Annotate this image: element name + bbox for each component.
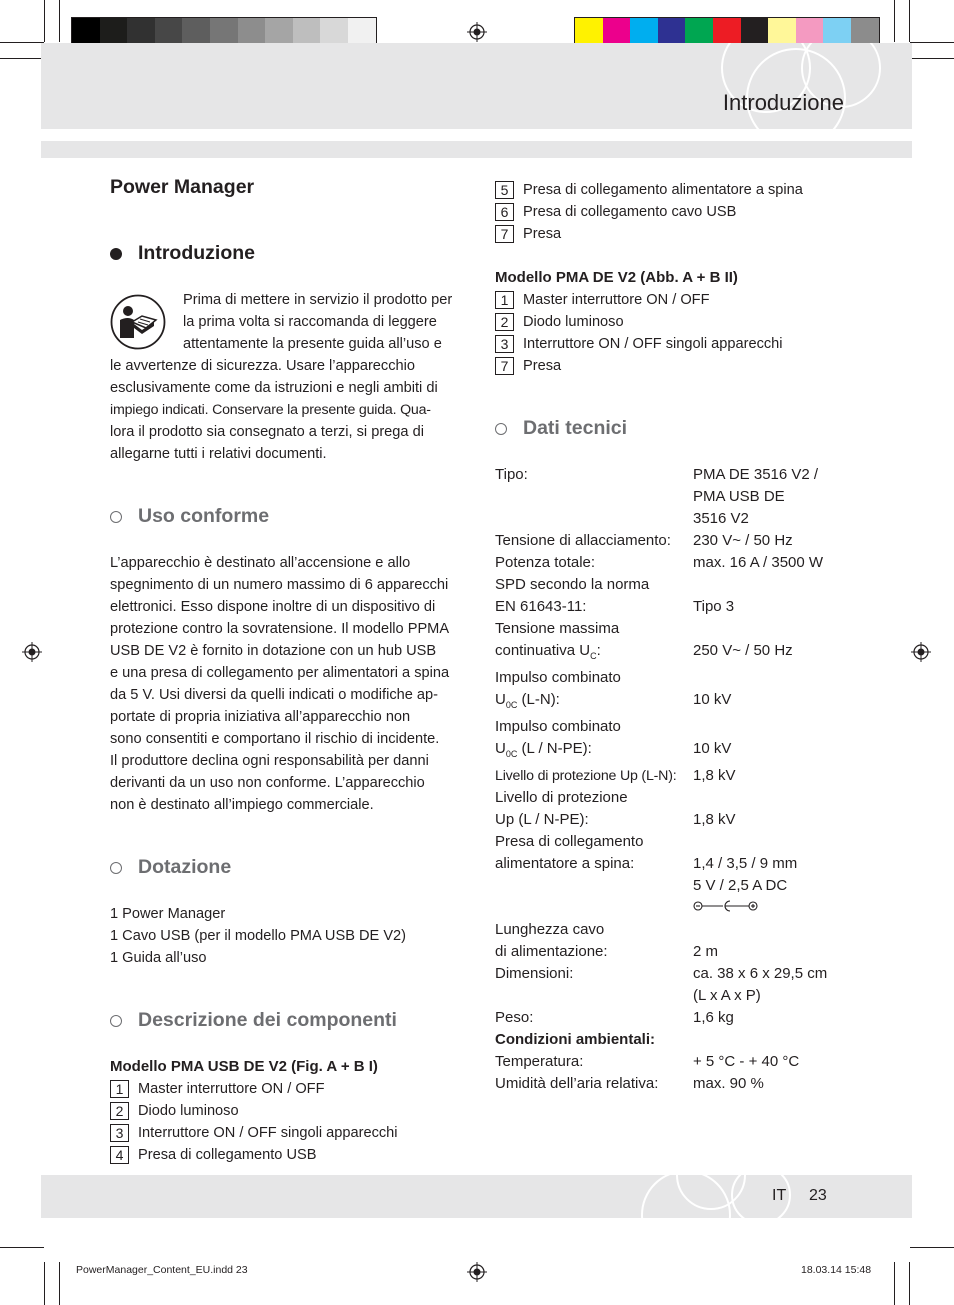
subscript: C — [590, 651, 597, 661]
parts-list — [110, 1078, 460, 1166]
color-swatch — [796, 18, 824, 46]
spec-label: Livello di protezione — [495, 789, 628, 806]
part-label: Diodo luminoso — [523, 314, 624, 330]
crop-mark — [909, 1262, 910, 1305]
crop-mark — [59, 0, 60, 42]
spec-value: max. 16 A / 3500 W — [693, 554, 824, 571]
spec-label: Lunghezza cavo — [495, 921, 605, 938]
part-label: Master interruttore ON / OFF — [138, 1081, 325, 1097]
text-line: impiego indicati. Conservare la presente guida. Qua- — [110, 402, 431, 418]
registration-mark-icon — [467, 22, 487, 42]
spec-label: Dimensioni: — [495, 965, 574, 982]
part-number: 2 — [110, 1102, 129, 1120]
open-bullet-icon — [110, 1015, 122, 1027]
parts-list-continued — [495, 179, 855, 245]
spec-value: max. 90 % — [693, 1075, 764, 1092]
registration-mark-icon — [911, 642, 931, 662]
dotazione-list — [110, 903, 460, 969]
list-item: 1 Guida all’uso — [110, 950, 207, 966]
list-item — [495, 201, 855, 223]
part-label: Presa di collegamento cavo USB — [523, 204, 737, 220]
part-number: 3 — [110, 1124, 129, 1142]
spec-label: SPD secondo la norma — [495, 576, 650, 593]
list-item — [110, 1100, 460, 1122]
registration-mark-icon — [22, 642, 42, 662]
gray-swatch — [155, 18, 183, 46]
text-line: da 5 V. Usi diversi da quelli indicati o modifiche ap- — [110, 687, 438, 703]
dc-polarity-icon — [693, 897, 759, 915]
open-bullet-icon — [110, 511, 122, 523]
color-swatch — [741, 18, 769, 46]
part-number: 7 — [495, 225, 514, 243]
spec-label: di alimentazione: — [495, 943, 608, 960]
spec-label: Peso: — [495, 1009, 534, 1026]
text-line: allegarne tutti i relativi documenti. — [110, 446, 327, 462]
slug-file: PowerManager_Content_EU.indd 23 — [76, 1264, 248, 1276]
part-number: 3 — [495, 335, 514, 353]
parts-list-2 — [495, 289, 855, 377]
subscript: 0C — [505, 749, 518, 759]
section-heading-introduzione — [110, 242, 255, 265]
spec-value: 2 m — [693, 943, 719, 960]
slug-date: 18.03.14 15:48 — [801, 1264, 872, 1276]
text-line: Il produttore declina ogni responsabilità per danni — [110, 753, 429, 769]
spec-value: 1,6 kg — [693, 1009, 734, 1026]
text-line: non è destinato all’impiego commerciale. — [110, 797, 374, 813]
color-swatch — [603, 18, 631, 46]
spec-label: Up (L / N-PE): — [495, 811, 589, 828]
crop-mark — [909, 0, 910, 42]
part-label: Presa di collegamento USB — [138, 1147, 317, 1163]
text-line: lora il prodotto sia consegnato a terzi, si prega di — [110, 424, 424, 440]
part-label: Interruttore ON / OFF singoli apparecchi — [138, 1125, 398, 1141]
spec-label: Impulso combinato — [495, 669, 621, 686]
part-number: 1 — [110, 1080, 129, 1098]
crop-mark — [0, 58, 44, 59]
section-heading-dotazione — [110, 856, 231, 879]
gray-swatch — [100, 18, 128, 46]
page-header-title: Introduzione — [722, 90, 844, 115]
spec-value: 1,8 kV — [693, 767, 736, 784]
spec-label: Livello di protezione Up (L-N): — [495, 768, 677, 784]
list-item — [495, 223, 855, 245]
filled-bullet-icon — [110, 248, 122, 260]
uso-paragraph — [110, 552, 462, 816]
spec-label: Presa di collegamento — [495, 833, 644, 850]
gray-swatch — [265, 18, 293, 46]
list-item — [495, 179, 855, 201]
color-swatch — [713, 18, 741, 46]
header-band-strip — [41, 141, 912, 158]
gray-swatch — [182, 18, 210, 46]
color-swatch — [823, 18, 851, 46]
spec-label: Potenza totale: — [495, 554, 596, 571]
crop-mark — [0, 1247, 44, 1248]
spec-subheading: Condizioni ambientali: — [495, 1031, 655, 1048]
gray-swatch — [348, 18, 376, 46]
text-line: sono consentiti e comportano il rischio di incidente. — [110, 731, 440, 747]
color-swatch — [658, 18, 686, 46]
subscript: 0C — [505, 700, 518, 710]
crop-mark — [59, 1262, 60, 1305]
color-swatch — [630, 18, 658, 46]
spec-value: 10 kV — [693, 740, 732, 757]
section-heading-label: Introduzione — [138, 242, 255, 264]
list-item — [110, 1122, 460, 1144]
spec-label: Temperatura: — [495, 1053, 584, 1070]
gray-swatch — [238, 18, 266, 46]
model-heading: Modello PMA DE V2 (Abb. A + B II) — [495, 269, 738, 286]
part-number: 2 — [495, 313, 514, 331]
list-item — [495, 289, 855, 311]
crop-mark — [44, 0, 45, 42]
text-line: protezione contro la sovratensione. Il modello PPMA — [110, 621, 450, 637]
text-line: esclusivamente come da istruzioni e negli ambiti di — [110, 380, 438, 396]
spec-label-part: U — [495, 740, 506, 757]
spec-value: 3516 V2 — [693, 510, 749, 527]
text-line: derivanti da un uso non conforme. L’apparecchio — [110, 775, 425, 791]
footer-language: IT — [772, 1187, 787, 1204]
list-item — [495, 355, 855, 377]
spec-value: Tipo 3 — [693, 598, 735, 615]
page-number: 23 — [809, 1187, 827, 1204]
text-line: e una presa di collegamento per alimentatori a spina — [110, 665, 450, 681]
crop-mark — [910, 58, 954, 59]
crop-mark — [0, 42, 44, 43]
text-line: elettronici. Esso dispone inoltre di un dispositivo di — [110, 599, 436, 615]
registration-mark-icon — [467, 1262, 487, 1282]
part-number: 6 — [495, 203, 514, 221]
crop-mark — [44, 1262, 45, 1305]
spec-label: EN 61643-11: — [495, 598, 587, 615]
text-line: la prima volta si raccomanda di leggere — [183, 314, 437, 330]
color-swatch — [851, 18, 879, 46]
section-heading-label: Dati tecnici — [523, 417, 628, 439]
spec-value: 5 V / 2,5 A DC — [693, 877, 788, 894]
text-line: spegnimento di un numero massimo di 6 apparecchi — [110, 577, 449, 593]
header-band — [41, 43, 912, 129]
spec-value: 250 V~ / 50 Hz — [693, 642, 793, 659]
intro-paragraph — [110, 289, 460, 465]
list-item — [495, 311, 855, 333]
gray-swatch — [320, 18, 348, 46]
list-item — [110, 1144, 460, 1166]
color-swatch — [575, 18, 603, 46]
spec-value: PMA DE 3516 V2 / — [693, 466, 819, 483]
section-heading-dati-tecnici — [495, 417, 627, 440]
gray-swatch — [210, 18, 238, 46]
spec-label: Tipo: — [495, 466, 528, 483]
open-bullet-icon — [495, 423, 507, 435]
part-number: 4 — [110, 1146, 129, 1164]
crop-mark — [894, 1262, 895, 1305]
part-number: 1 — [495, 291, 514, 309]
text-line: portate di propria iniziativa all’apparecchio non — [110, 709, 411, 725]
spec-label — [495, 689, 693, 716]
text-line: Prima di mettere in servizio il prodotto per — [183, 292, 453, 308]
open-bullet-icon — [110, 862, 122, 874]
tech-specs-table — [495, 464, 853, 1095]
spec-value: (L x A x P) — [693, 987, 761, 1004]
part-number: 5 — [495, 181, 514, 199]
spec-label-part: (L-N): — [517, 691, 560, 708]
spec-value: PMA USB DE — [693, 488, 785, 505]
spec-label: Impulso combinato — [495, 718, 621, 735]
text-line: attentamente la presente guida all’uso e — [183, 336, 442, 352]
list-item — [495, 333, 855, 355]
spec-label-part: : — [596, 642, 601, 659]
crop-mark — [910, 1247, 954, 1248]
section-heading-descrizione — [110, 1009, 397, 1032]
gray-swatch — [293, 18, 321, 46]
part-label: Presa — [523, 358, 562, 374]
text-line: USB DE V2 è fornito in dotazione con un hub USB — [110, 643, 437, 659]
gray-swatch — [127, 18, 155, 46]
model-heading: Modello PMA USB DE V2 (Fig. A + B I) — [110, 1058, 378, 1075]
color-swatch — [685, 18, 713, 46]
document-title: Power Manager — [110, 176, 255, 198]
text-line: L’apparecchio è destinato all’accensione e allo — [110, 555, 411, 571]
spec-label: Tensione di allacciamento: — [495, 532, 671, 549]
spec-label — [495, 738, 693, 765]
list-item — [110, 1078, 460, 1100]
spec-value: 230 V~ / 50 Hz — [693, 532, 793, 549]
polarity-symbol — [693, 897, 853, 919]
part-label: Interruttore ON / OFF singoli apparecchi — [523, 336, 783, 352]
spec-label: Tensione massima — [495, 620, 620, 637]
crop-mark — [910, 42, 954, 43]
spec-label: Umidità dell’aria relativa: — [495, 1075, 659, 1092]
footer-band — [41, 1175, 912, 1218]
part-label: Master interruttore ON / OFF — [523, 292, 710, 308]
spec-label: alimentatore a spina: — [495, 855, 635, 872]
text-line: le avvertenze di sicurezza. Usare l’apparecchio — [110, 358, 415, 374]
gray-swatch — [72, 18, 100, 46]
part-label: Presa — [523, 226, 562, 242]
part-label: Diodo luminoso — [138, 1103, 239, 1119]
spec-value: 1,8 kV — [693, 811, 736, 828]
spec-label-part: U — [495, 691, 506, 708]
crop-mark — [894, 0, 895, 42]
part-label: Presa di collegamento alimentatore a spina — [523, 182, 803, 198]
spec-value: + 5 °C - + 40 °C — [693, 1053, 800, 1070]
spec-label-part: continuativa U — [495, 642, 591, 659]
spec-value: 1,4 / 3,5 / 9 mm — [693, 855, 798, 872]
section-heading-label: Dotazione — [138, 856, 232, 878]
list-item: 1 Power Manager — [110, 906, 226, 922]
list-item: 1 Cavo USB (per il modello PMA USB DE V2) — [110, 928, 407, 944]
section-heading-uso-conforme — [110, 505, 269, 528]
part-number: 7 — [495, 357, 514, 375]
color-swatch — [768, 18, 796, 46]
spec-label-part: (L / N-PE): — [517, 740, 592, 757]
spec-value: ca. 38 x 6 x 29,5 cm — [693, 965, 828, 982]
spec-label — [495, 640, 693, 667]
section-heading-label: Uso conforme — [138, 505, 270, 527]
spec-value: 10 kV — [693, 691, 732, 708]
section-heading-label: Descrizione dei componenti — [138, 1009, 397, 1031]
